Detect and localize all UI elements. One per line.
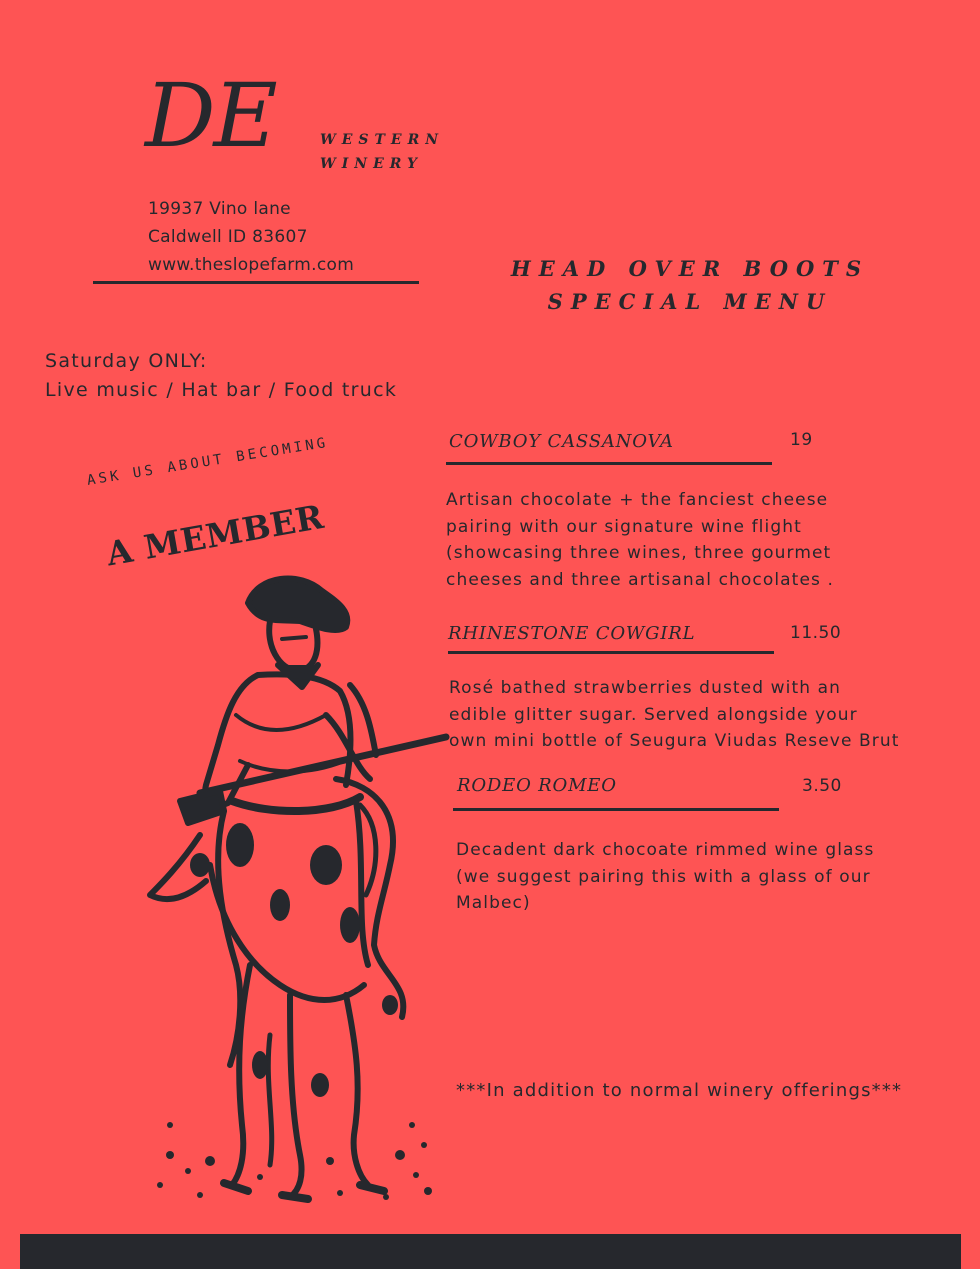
menu-item-name-1: COWBOY CASSANOVA xyxy=(449,431,674,452)
promo-line2: A MEMBER xyxy=(103,496,327,574)
menu-heading-line1: HEAD OVER BOOTS xyxy=(510,256,870,281)
menu-item-description-3: Decadent dark chocoate rimmed wine glass (we suggest pairing this with a glass of our Malbec) xyxy=(456,840,875,913)
menu-item-description-2: Rosé bathed strawberries dusted with an edible glitter sugar. Served alongside your own mini bottle of Seugura Viudas Reseve Brut xyxy=(449,678,900,751)
menu-item-divider-2 xyxy=(448,651,774,654)
menu-item-price-1: 19 xyxy=(790,430,813,450)
menu-item-description-1: Artisan chocolate + the fanciest cheese pairing with our signature wine flight (showcasing three wines, three gourmet cheeses and three artisanal chocolates . xyxy=(446,490,834,590)
address-divider xyxy=(93,281,419,284)
saturday-title: Saturday ONLY: xyxy=(45,350,208,372)
menu-item-divider-1 xyxy=(446,462,772,465)
cowboy-on-horse-illustration xyxy=(140,565,450,1205)
promo-line1: ASK US ABOUT BECOMING xyxy=(85,434,330,489)
saturday-events: Live music / Hat bar / Food truck xyxy=(45,379,398,401)
menu-item-price-2: 11.50 xyxy=(790,623,842,643)
menu-item-price-3: 3.50 xyxy=(802,776,842,796)
address-street: 19937 Vino lane xyxy=(148,199,291,219)
footer-bar xyxy=(20,1234,961,1269)
menu-heading-line2: SPECIAL MENU xyxy=(547,289,833,314)
menu-item-name-3: RODEO ROMEO xyxy=(457,775,617,796)
address-website[interactable]: www.theslopefarm.com xyxy=(148,255,355,275)
brand-line-western: WESTERN xyxy=(320,132,445,148)
brand-line-winery: WINERY xyxy=(320,156,423,172)
offerings-note: ***In addition to normal winery offerings*** xyxy=(456,1080,903,1101)
menu-item-divider-3 xyxy=(453,808,779,811)
address-city: Caldwell ID 83607 xyxy=(148,227,308,247)
brand-logo: DE xyxy=(145,64,276,167)
menu-item-name-2: RHINESTONE COWGIRL xyxy=(448,623,696,644)
